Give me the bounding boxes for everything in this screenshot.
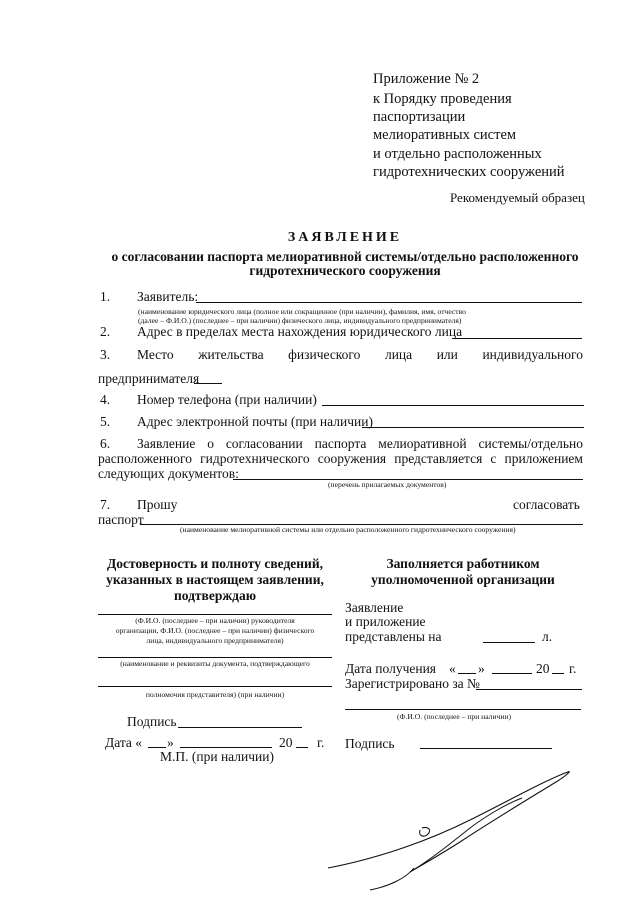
receipt-year-suffix: г. <box>569 661 577 676</box>
signer-name-hint: лица, индивидуального предпринимателя) <box>146 636 284 645</box>
residence-label-cont: предпринимателя <box>98 371 200 386</box>
passport-hint: (наименование мелиоративной системы или отдельно расположенного гидротехнического сооружения) <box>180 525 516 534</box>
staff-heading: Заполняется работником <box>386 556 540 571</box>
date-label: Дата « <box>105 735 143 750</box>
signature-label: Подпись <box>127 714 177 729</box>
item-number: 6. <box>100 436 111 451</box>
statement-received: и приложение <box>345 614 426 629</box>
statement-line: Заявление о согласовании паспорта мелиоративной системы/отдельно <box>137 436 583 451</box>
item-number: 1. <box>100 289 111 304</box>
appendix-line: мелиоративных систем <box>373 127 517 143</box>
appendix-line: Приложение № 2 <box>373 71 480 87</box>
legal-address-label: Адрес в пределах места нахождения юридического лица <box>137 324 463 339</box>
documents-label: следующих документов: <box>98 466 239 481</box>
signer-name-hint: (Ф.И.О. (последнее – при наличии) руководителя <box>135 616 295 625</box>
stamp-label: М.П. (при наличии) <box>160 749 274 764</box>
request-word: согласовать <box>513 497 580 512</box>
applicant-hint: (наименование юридического лица (полное или сокращенное (при наличии), фамилия, имя, отчество <box>138 307 466 316</box>
receipt-date-label: Дата получения <box>345 661 437 676</box>
staff-name-field[interactable] <box>345 709 581 710</box>
sheets-suffix: л. <box>542 629 553 644</box>
registered-number-field[interactable] <box>476 689 582 690</box>
confirmation-heading: Достоверность и полноту сведений, <box>107 556 323 571</box>
item-number: 7. <box>100 497 111 512</box>
staff-name-hint: (Ф.И.О. (последнее – при наличии) <box>397 712 512 721</box>
date-quote-close: » <box>167 735 174 750</box>
email-label: Адрес электронной почты (при наличии) <box>137 414 373 429</box>
applicant-field[interactable] <box>196 302 582 303</box>
signature-field[interactable] <box>178 727 302 728</box>
receipt-year-field[interactable] <box>552 673 564 674</box>
receipt-day-field[interactable] <box>458 673 476 674</box>
appendix-line: паспортизации <box>373 109 466 125</box>
residence-field[interactable] <box>194 383 222 384</box>
appendix-line: и отдельно расположенных <box>373 146 542 162</box>
document-subtitle: гидротехнического сооружения <box>249 263 441 278</box>
request-word: Прошу <box>137 497 178 512</box>
receipt-month-field[interactable] <box>492 673 532 674</box>
staff-heading: уполномоченной организации <box>371 572 555 587</box>
statement-received: представлены на <box>345 629 442 644</box>
appendix-line: к Порядку проведения <box>373 91 512 107</box>
signer-name-field[interactable] <box>98 614 332 615</box>
staff-signature-label: Подпись <box>345 736 395 751</box>
residence-label: Место жительства физического лица или индивидуального <box>137 347 583 362</box>
sheets-count-field[interactable] <box>483 642 535 643</box>
legal-address-field[interactable] <box>452 338 582 339</box>
signer-name-hint: организации, Ф.И.О. (последнее – при наличии) физического <box>115 626 315 635</box>
email-field[interactable] <box>362 427 584 428</box>
documents-hint: (перечень прилагаемых документов) <box>328 480 447 489</box>
registered-label: Зарегистрировано за № <box>345 676 480 691</box>
item-number: 4. <box>100 392 111 407</box>
authority-doc-hint: (наименование и реквизиты документа, подтверждающего <box>120 659 310 668</box>
receipt-quote-open: « <box>449 661 456 676</box>
staff-signature-field[interactable] <box>420 748 552 749</box>
receipt-quote-close: » <box>478 661 485 676</box>
date-month-field[interactable] <box>180 747 272 748</box>
appendix-line: гидротехнических сооружений <box>373 164 565 180</box>
confirmation-heading: указанных в настоящем заявлении, <box>106 572 324 587</box>
passport-label: паспорт <box>98 512 144 527</box>
confirmation-heading: подтверждаю <box>173 588 257 603</box>
item-number: 5. <box>100 414 111 429</box>
receipt-year-prefix: 20 <box>536 661 550 676</box>
date-day-field[interactable] <box>148 747 166 748</box>
applicant-hint: (далее – Ф.И.О.) (последнее – при наличии) физического лица, индивидуального предпринимателя) <box>138 316 462 325</box>
statement-line: расположенного гидротехнического сооружения представляется с приложением <box>98 451 583 466</box>
date-year-field[interactable] <box>296 747 308 748</box>
document-subtitle: о согласовании паспорта мелиоративной системы/отдельно расположенного <box>111 249 579 264</box>
authority-doc-field[interactable] <box>98 657 332 658</box>
statement-received: Заявление <box>345 600 404 615</box>
date-year-prefix: 20 <box>279 735 293 750</box>
document-title: ЗАЯВЛЕНИЕ <box>287 230 403 245</box>
phone-label: Номер телефона (при наличии) <box>137 392 317 407</box>
authority-doc-field-2[interactable] <box>98 686 332 687</box>
item-number: 2. <box>100 324 111 339</box>
item-number: 3. <box>100 347 111 362</box>
handwritten-signature <box>310 760 630 900</box>
phone-field[interactable] <box>322 405 584 406</box>
authority-doc-hint: полномочия представителя) (при наличии) <box>145 690 285 699</box>
applicant-label: Заявитель: <box>137 289 199 304</box>
date-year-suffix: г. <box>317 735 325 750</box>
sample-note: Рекомендуемый образец <box>450 190 585 205</box>
